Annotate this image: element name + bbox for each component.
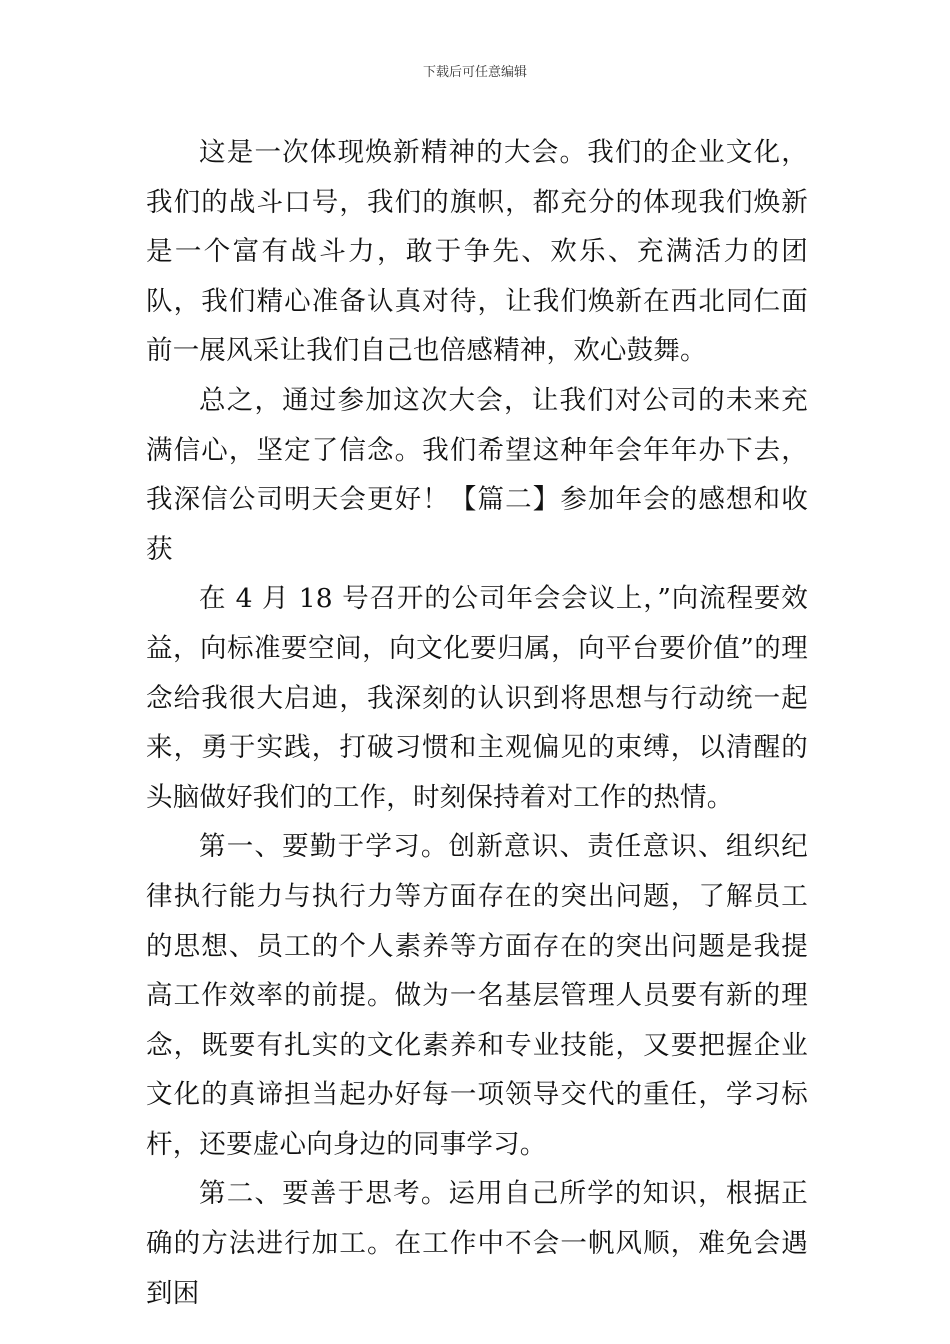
page-header: 下载后可任意编辑 [422, 65, 527, 80]
paragraph-5: 第二、要善于思考。运用自己所学的知识，根据正确的方法进行加工。在工作中不会一帆风顺，难免会遇到困 [146, 1178, 808, 1309]
paragraph-1: 这是一次体现焕新精神的大会。我们的企业文化，我们的战斗口号，我们的旗帜，都充分的体现我们焕新是一个富有战斗力，敢于争先、欢乐、充满活力的团队，我们精心准备认真对待，让我们焕新在西北同仁面前一展风采让我们自己也倍感精神，欢心鼓舞。 [146, 137, 808, 367]
paragraph-2: 总之，通过参加这次大会，让我们对公司的未来充满信心，坚定了信念。我们希望这种年会年年办下去，我深信公司明天会更好！【篇二】参加年会的感想和收获 [146, 384, 808, 565]
document-body [146, 128, 808, 1318]
paragraph-3: 在 4 月 18 号召开的公司年会会议上，”向流程要效益，向标准要空间，向文化要归属，向平台要价值”的理念给我很大启迪，我深刻的认识到将思想与行动统一起来，勇于实践，打破习惯和主观偏见的束缚，以清醒的头脑做好我们的工作，时刻保持着对工作的热情。 [146, 583, 808, 813]
paragraph-4: 第一、要勤于学习。创新意识、责任意识、组织纪律执行能力与执行力等方面存在的突出问题，了解员工的思想、员工的个人素养等方面存在的突出问题是我提高工作效率的前提。做为一名基层管理人员要有新的理念，既要有扎实的文化素养和专业技能，又要把握企业文化的真谛担当起办好每一项领导交代的重任，学习标杆，还要虚心向身边的同事学习。 [146, 831, 808, 1160]
